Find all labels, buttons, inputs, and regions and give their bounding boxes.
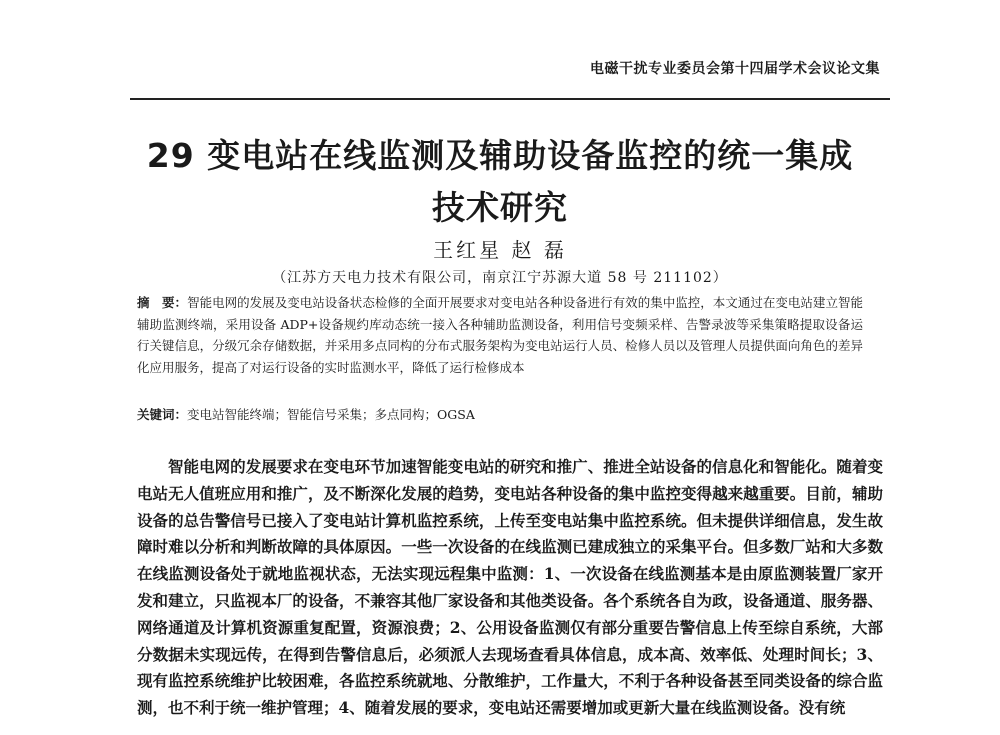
abstract-text: 智能电网的发展及变电站设备状态检修的全面开展要求对变电站各种设备进行有效的集中监控，本文通过在变电站建立智能辅助监测终端，采用设备 ADP+设备规约库动态统一接入各种辅助监测设备，利用信号变频采样、告警录波等采集策略提取设备运行关键信息，分级冗余存储数据，并采用多点同构的分布式服务架构为变电站运行人员、检修人员以及管理人员提供面向角色的差异化应用服务，提高了对运行设备的实时监测水平，降低了运行检修成本: [137, 295, 863, 375]
paper-title: [0, 130, 1000, 234]
keywords-text: 变电站智能终端；智能信号采集；多点同构；OGSA: [187, 407, 475, 422]
abstract-block: [137, 292, 863, 378]
paper-affiliation: （江苏方天电力技术有限公司，南京江宁苏源大道 58 号 211102）: [272, 270, 728, 286]
header-rule: [130, 98, 890, 100]
keywords-label: 关键词：: [137, 407, 188, 422]
paper-title-line1: 29 变电站在线监测及辅助设备监控的统一集成: [146, 136, 854, 175]
paper-authors: 王红星 赵 磊: [433, 238, 567, 262]
running-header: 电磁干扰专业委员会第十四届学术会议论文集: [590, 61, 880, 77]
abstract-label: 摘 要：: [137, 295, 188, 310]
paper-title-line2: 技术研究: [432, 188, 568, 227]
body-paragraph: 智能电网的发展要求在变电环节加速智能变电站的研究和推广、推进全站设备的信息化和智能化。随着变电站无人值班应用和推广，及不断深化发展的趋势，变电站各种设备的集中监控变得越来越重要。目前，辅助设备的总告警信号已接入了变电站计算机监控系统，上传至变电站集中监控系统。但未提供详细信息，发生故障时难以分析和判断故障的具体原因。一些一次设备的在线监测已建成独立的采集平台。但多数厂站和大多数在线监测设备处于就地监视状态，无法实现远程集中监测：1、一次设备在线监测基本是由原监测装置厂家开发和建立，只监视本厂的设备，不兼容其他厂家设备和其他类设备。各个系统各自为政，设备通道、服务器、网络通道及计算机资源重复配置，资源浪费；2、公用设备监测仅有部分重要告警信息上传至综自系统，大部分数据未实现远传，在得到告警信息后，必须派人去现场查看具体信息，成本高、效率低、处理时间长；3、现有监控系统维护比较困难，各监控系统就地、分散维护，工作量大，不利于各种设备甚至同类设备的综合监测，也不利于统一维护管理；4、随着发展的要求，变电站还需要增加或更新大量在线监测设备。没有统: [137, 457, 883, 718]
keywords-block: [137, 405, 863, 425]
